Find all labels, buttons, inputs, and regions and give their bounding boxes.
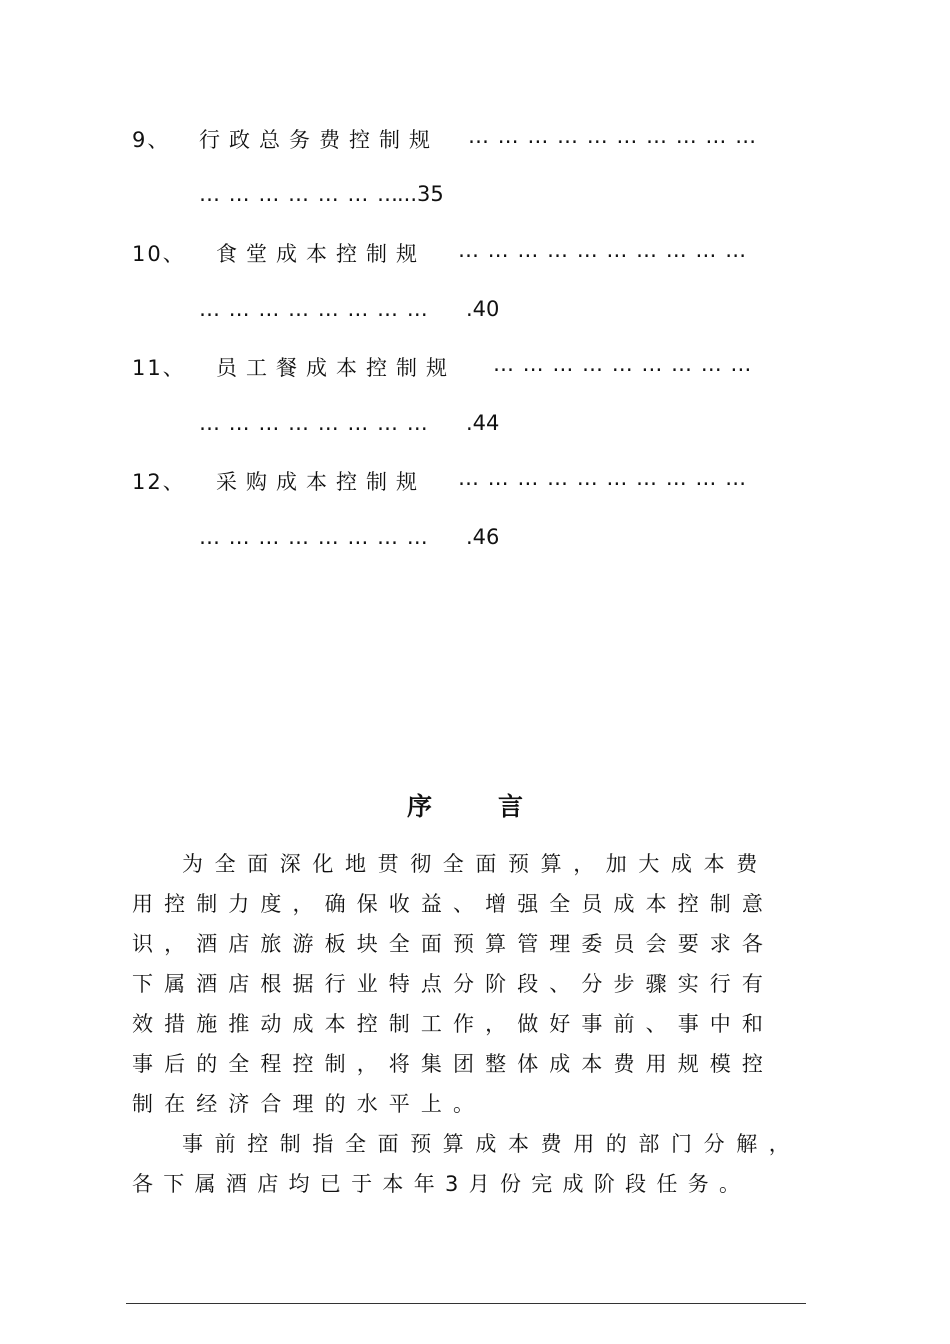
toc-title: 食堂成本控制规: [216, 242, 426, 266]
toc-title: 行政总务费控制规: [199, 128, 439, 152]
toc-number: 12、: [132, 470, 186, 494]
body-line: 用控制力度，确保收益、增强全员成本控制意: [132, 892, 774, 916]
toc-leader: … … … … … … … …: [199, 525, 429, 549]
body-line: 事后的全程控制，将集团整体成本费用规模控: [132, 1052, 774, 1076]
toc-leader: … … … … … … … …: [199, 411, 429, 435]
body-line: 事前控制指全面预算成本费用的部门分解，: [182, 1132, 802, 1156]
toc-leader: … … … … … … … … … …: [458, 466, 748, 490]
toc-leader: … … … … … … … … … …: [458, 238, 748, 262]
toc-leader: … … … … … … … …: [199, 297, 429, 321]
toc-number: 11、: [132, 356, 186, 380]
toc-leader: … … … … … … … … … …: [468, 124, 758, 148]
preface-title: 序言: [406, 792, 589, 821]
toc-leader: … … … … … … …: [199, 182, 400, 206]
toc-number: 9、: [132, 128, 171, 152]
body-line: 为全面深化地贯彻全面预算，加大成本费: [182, 852, 769, 876]
body-line: 效措施推动成本控制工作，做好事前、事中和: [132, 1012, 774, 1036]
toc-leader: … … … … … … … … …: [493, 352, 753, 376]
toc-title: 采购成本控制规: [216, 470, 426, 494]
toc-number: 10、: [132, 242, 186, 266]
body-line: 下属酒店根据行业特点分阶段、分步骤实行有: [132, 972, 774, 996]
toc-page-number: .40: [466, 297, 500, 321]
body-line: 识，酒店旅游板块全面预算管理委员会要求各: [132, 932, 774, 956]
toc-title: 员工餐成本控制规: [216, 356, 456, 380]
body-line: 各下属酒店均已于本年3月份完成阶段任务。: [132, 1172, 751, 1196]
toc-page-number: ...35: [397, 182, 444, 206]
footer-divider: [126, 1303, 806, 1304]
toc-page-number: .44: [466, 411, 500, 435]
body-line: 制在经济合理的水平上。: [132, 1092, 486, 1116]
toc-page-number: .46: [466, 525, 500, 549]
